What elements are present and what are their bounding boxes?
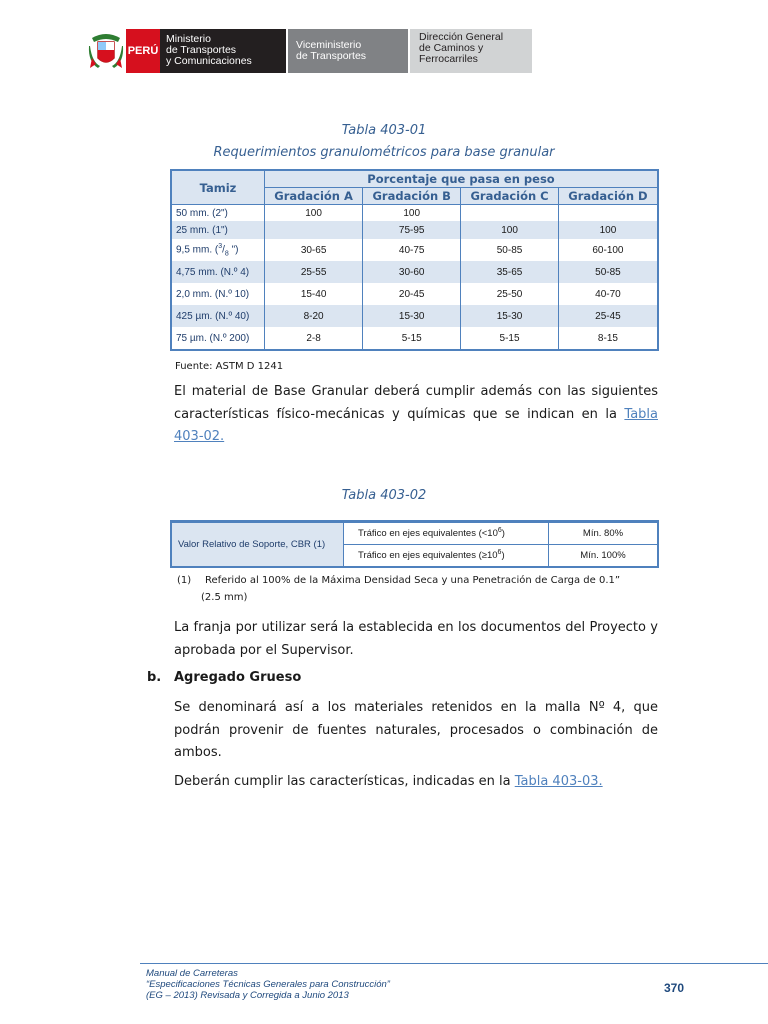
- link-tabla-403-03[interactable]: Tabla 403-03.: [514, 774, 603, 789]
- value-cell: 35-65: [461, 261, 559, 283]
- table-row: [171, 239, 658, 261]
- value-cell: 5-15: [363, 327, 461, 350]
- value-cell: 100: [363, 205, 461, 222]
- section-heading-b: [147, 670, 301, 685]
- paragraph-agregado-grueso: Se denominará así a los materiales retenidos en la malla Nº 4, que podrán provenir de fuentes naturales, procesados o combinación de ambos.: [174, 700, 658, 760]
- paragraph-franja: La franja por utilizar será la establecida en los documentos del Proyecto y aprobada por el Supervisor.: [174, 620, 658, 658]
- vice-ministry-block: [288, 29, 408, 73]
- vice-ministry-line: Viceministerio: [296, 39, 362, 51]
- value-cell: 25-55: [265, 261, 363, 283]
- section-title: Agregado Grueso: [174, 670, 302, 685]
- direction-line: Ferrocarriles: [419, 53, 478, 65]
- value-cell: [558, 205, 658, 222]
- link-tabla-403-02[interactable]: Tabla 403-02.: [174, 406, 658, 444]
- sieve-suffix: "): [228, 244, 239, 256]
- page-header: [88, 28, 532, 74]
- table-row: [171, 327, 658, 350]
- value-cell: 8-20: [265, 305, 363, 327]
- table-row: [171, 261, 658, 283]
- value-cell: 25-50: [461, 283, 559, 305]
- table1-number: Tabla 403-01: [341, 123, 427, 138]
- value-cell: 2-8: [265, 327, 363, 350]
- sieve-cell: [171, 239, 265, 261]
- condition-prefix: Tráfico en ejes equivalentes (<10: [358, 528, 498, 540]
- direction-line: de Caminos y: [419, 42, 484, 54]
- sieve-cell: 4,75 mm. (N.º 4): [171, 261, 265, 283]
- value-cell: 30-65: [265, 239, 363, 261]
- table-row: [171, 283, 658, 305]
- value-cell: 100: [265, 205, 363, 222]
- condition-suffix: ): [501, 550, 505, 562]
- table2-footnote: [177, 572, 657, 606]
- paragraph-caracteristicas: [174, 771, 658, 794]
- condition-exponent: 6: [497, 527, 502, 535]
- paragraph-base-granular: [174, 381, 658, 449]
- vice-ministry-line: de Transportes: [296, 50, 367, 62]
- value-cell: 15-40: [265, 283, 363, 305]
- cbr-table: [170, 520, 659, 568]
- footnote-text: Referido al 100% de la Máxima Densidad Seca y una Penetración de Carga de 0.1”: [205, 575, 621, 586]
- ministry-line: Ministerio: [166, 33, 211, 45]
- value-cell: 20-45: [363, 283, 461, 305]
- ministry-block: [160, 29, 286, 73]
- value-cell: 15-30: [363, 305, 461, 327]
- traffic-condition: [344, 522, 549, 545]
- footer-divider: [140, 963, 768, 964]
- sieve-cell: 2,0 mm. (N.º 10): [171, 283, 265, 305]
- col-header-gradation: Gradación B: [363, 188, 461, 205]
- value-cell: 50-85: [461, 239, 559, 261]
- col-header-gradation: Gradación A: [265, 188, 363, 205]
- sieve-cell: 425 µm. (N.º 40): [171, 305, 265, 327]
- condition-suffix: ): [501, 528, 505, 540]
- paragraph-text: El material de Base Granular deberá cumplir además con las siguientes características físico-mecánicas y químicas que se indican en la: [174, 384, 658, 422]
- cbr-label: Valor Relativo de Soporte, CBR (1): [171, 522, 344, 568]
- sieve-cell: 75 µm. (N.º 200): [171, 327, 265, 350]
- table-row: [171, 522, 658, 545]
- sieve-cell: 50 mm. (2"): [171, 205, 265, 222]
- condition-exponent: 6: [497, 549, 502, 557]
- value-cell: 40-70: [558, 283, 658, 305]
- cbr-value: Mín. 100%: [549, 545, 659, 568]
- value-cell: 30-60: [363, 261, 461, 283]
- col-header-gradation: Gradación C: [461, 188, 559, 205]
- footnote-line: [177, 572, 657, 589]
- col-header-gradation: Gradación D: [558, 188, 658, 205]
- value-cell: 50-85: [558, 261, 658, 283]
- value-cell: 8-15: [558, 327, 658, 350]
- value-cell: 100: [461, 221, 559, 239]
- direction-block: [410, 29, 532, 73]
- table2-number: Tabla 403-02: [341, 488, 427, 503]
- value-cell: 60-100: [558, 239, 658, 261]
- value-cell: 15-30: [461, 305, 559, 327]
- value-cell: 75-95: [363, 221, 461, 239]
- table-row: [171, 305, 658, 327]
- table1-title: Requerimientos granulométricos para base granular: [213, 145, 555, 160]
- footer-line: “Especificaciones Técnicas Generales para Construcción”: [146, 979, 390, 990]
- fraction-slash: /: [222, 244, 225, 256]
- sieve-prefix: 9,5 mm. (: [176, 244, 219, 256]
- sieve-cell: 25 mm. (1"): [171, 221, 265, 239]
- value-cell: 5-15: [461, 327, 559, 350]
- traffic-condition: [344, 545, 549, 568]
- value-cell: [461, 205, 559, 222]
- fraction-numerator: 3: [218, 242, 223, 250]
- footer-line: (EG – 2013) Revisada y Corregida a Junio 2013: [146, 990, 349, 1001]
- value-cell: 25-45: [558, 305, 658, 327]
- section-letter: b.: [147, 670, 162, 685]
- footnote-line: (2.5 mm): [201, 592, 248, 603]
- direction-line: Dirección General: [419, 31, 504, 43]
- coat-of-arms-icon: [88, 28, 124, 74]
- value-cell: 100: [558, 221, 658, 239]
- footnote-number: (1): [177, 575, 192, 586]
- ministry-line: de Transportes: [166, 44, 237, 56]
- condition-prefix: Tráfico en ejes equivalentes (≥10: [358, 550, 498, 562]
- value-cell: [265, 221, 363, 239]
- table1-source: Fuente: ASTM D 1241: [175, 361, 284, 372]
- col-header-group: Porcentaje que pasa en peso: [265, 170, 659, 188]
- footer-line: Manual de Carreteras: [146, 968, 238, 979]
- table-row: [171, 205, 658, 222]
- page-footer: [146, 968, 390, 1001]
- col-header-sieve: Tamiz: [171, 170, 265, 205]
- value-cell: 40-75: [363, 239, 461, 261]
- cbr-value: Mín. 80%: [549, 522, 659, 545]
- ministry-line: y Comunicaciones: [166, 55, 252, 67]
- fraction-denominator: 8: [224, 250, 229, 258]
- peru-logo: PERÚ: [126, 29, 160, 73]
- page-number: 370: [664, 981, 685, 995]
- table-row: [171, 221, 658, 239]
- paragraph-text: Deberán cumplir las características, indicadas en la: [174, 774, 515, 789]
- gradation-table: [170, 169, 659, 351]
